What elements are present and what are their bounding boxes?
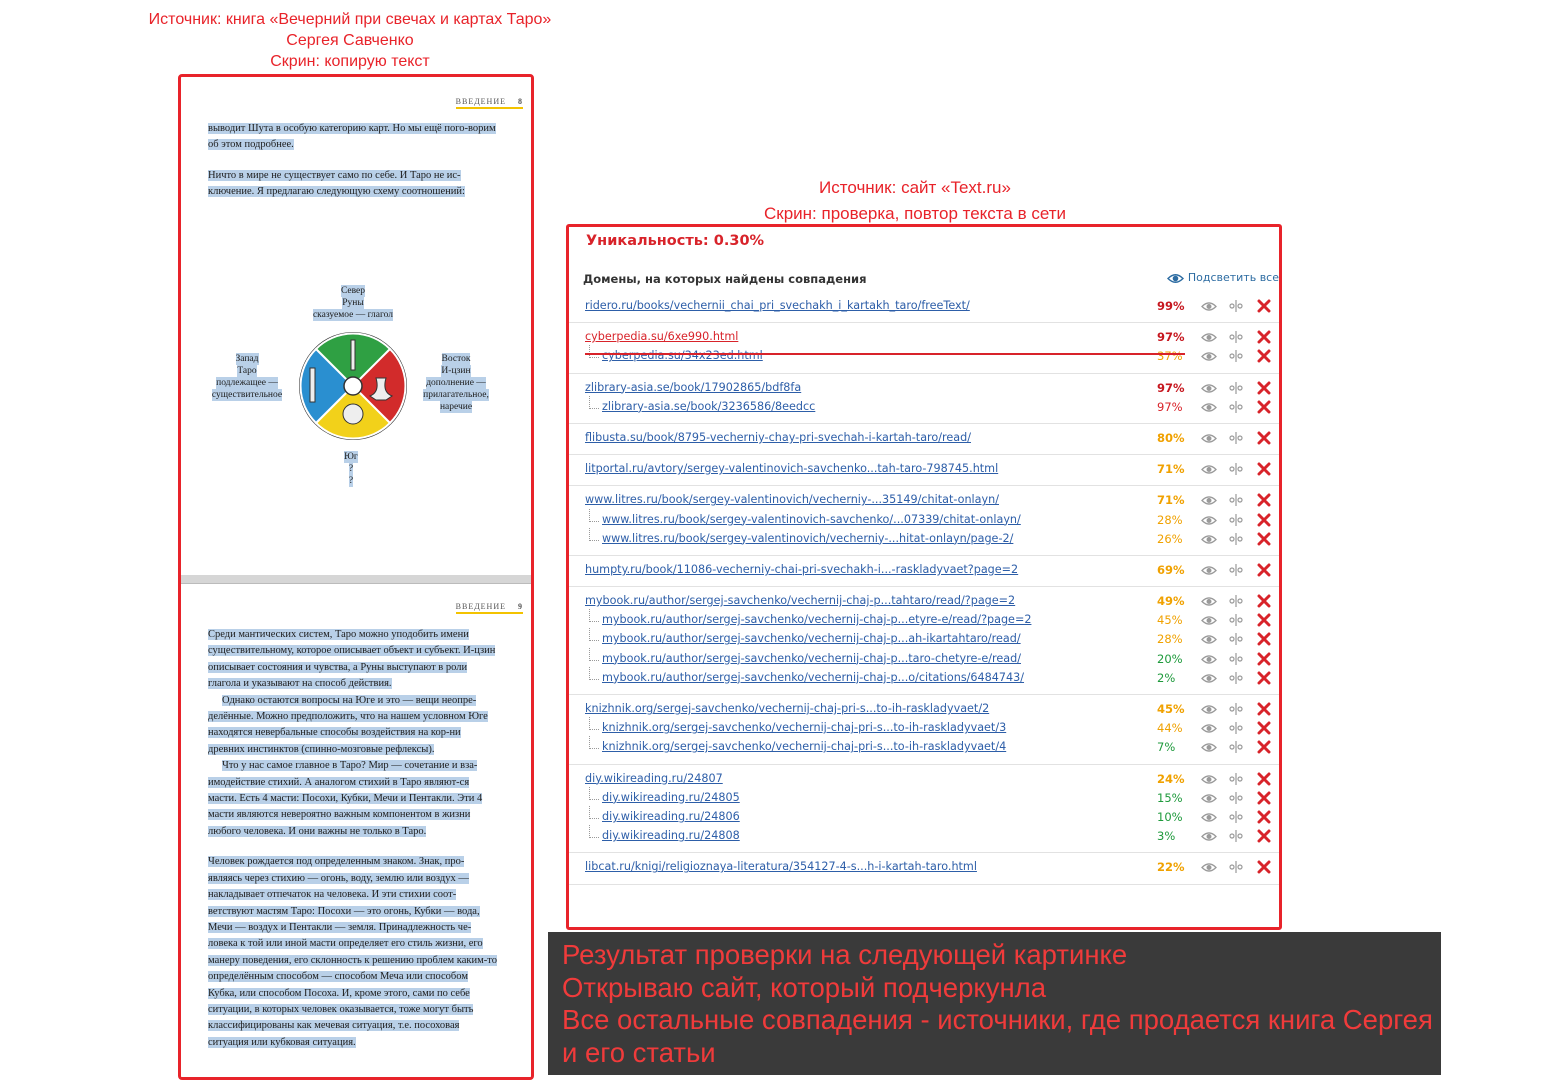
delete-icon[interactable] bbox=[1257, 299, 1271, 313]
match-percent: 26% bbox=[1157, 531, 1183, 546]
match-url-link[interactable]: knizhnik.org/sergej-savchenko/vechernij-chaj-pri-s...to-ih-raskladyvaet/4 bbox=[602, 740, 1007, 754]
diagram-west-label bbox=[199, 353, 295, 401]
delete-icon[interactable] bbox=[1257, 381, 1271, 395]
tarot-suits-wheel-icon bbox=[294, 332, 412, 440]
eye-icon[interactable] bbox=[1201, 534, 1217, 545]
compare-icon[interactable] bbox=[1229, 513, 1243, 527]
match-percent: 44% bbox=[1157, 721, 1183, 736]
diagram-text: Таро bbox=[237, 366, 257, 376]
match-subrow bbox=[569, 348, 1279, 367]
match-subrow bbox=[569, 631, 1279, 650]
compare-icon[interactable] bbox=[1229, 652, 1243, 666]
compare-icon[interactable] bbox=[1229, 829, 1243, 843]
highlight-all-button[interactable] bbox=[1167, 271, 1279, 284]
compare-icon[interactable] bbox=[1229, 462, 1243, 476]
match-url-link[interactable]: zlibrary-asia.se/book/3236586/8eedcc bbox=[602, 399, 816, 413]
match-row bbox=[569, 593, 1279, 612]
match-row bbox=[569, 562, 1279, 581]
compare-icon[interactable] bbox=[1229, 330, 1243, 344]
book-paragraph[interactable]: Среди мантических систем, Таро можно уподобить имени существительному, которое описывает объект и субъект. И-цзин описывает состояния и чувства, а Руны выступают в роли глагола и указывают на способ действия. bbox=[208, 629, 496, 690]
match-group bbox=[569, 486, 1279, 556]
result-note-line: и его статьи bbox=[562, 1036, 716, 1068]
right-caption-line: Скрин: проверка, повтор текста в сети bbox=[764, 204, 1066, 223]
right-caption bbox=[740, 175, 1090, 227]
eye-icon bbox=[1167, 273, 1184, 284]
match-group bbox=[569, 587, 1279, 695]
compare-icon[interactable] bbox=[1229, 594, 1243, 608]
match-percent: 49% bbox=[1157, 594, 1185, 609]
diagram-text: подлежащее — bbox=[216, 378, 278, 388]
book-text bbox=[208, 121, 498, 215]
tree-connector bbox=[589, 609, 599, 622]
delete-icon[interactable] bbox=[1257, 671, 1271, 685]
diagram-text: Восток bbox=[441, 354, 471, 364]
match-percent: 69% bbox=[1157, 562, 1185, 577]
tree-connector bbox=[589, 717, 599, 730]
match-row bbox=[569, 430, 1279, 449]
match-url-link[interactable]: knizhnik.org/sergej-savchenko/vechernij-chaj-pri-s...to-ih-raskladyvaet/2 bbox=[585, 702, 990, 715]
running-head bbox=[456, 602, 523, 614]
match-url-link[interactable]: diy.wikireading.ru/24806 bbox=[602, 809, 740, 823]
match-row bbox=[569, 298, 1279, 317]
book-page bbox=[181, 77, 531, 577]
compare-icon[interactable] bbox=[1229, 400, 1243, 414]
book-text bbox=[208, 627, 498, 1051]
diagram-text: сказуемое — глагол bbox=[312, 310, 394, 320]
match-percent: 2% bbox=[1157, 670, 1176, 685]
match-url-link[interactable]: mybook.ru/author/sergej-savchenko/vechernij-chaj-p...tahtaro/read/?page=2 bbox=[585, 594, 1016, 608]
match-group bbox=[569, 695, 1279, 765]
delete-icon[interactable] bbox=[1257, 740, 1271, 754]
diagram-text: Север bbox=[340, 286, 366, 296]
match-percent: 24% bbox=[1157, 771, 1185, 786]
page-number: 9 bbox=[518, 602, 523, 611]
left-caption-line: Сергея Савченко bbox=[286, 32, 414, 49]
match-row bbox=[569, 461, 1279, 480]
match-percent: 28% bbox=[1157, 632, 1183, 647]
match-url-link[interactable]: www.litres.ru/book/sergey-valentinovich/vecherniy-...hitat-onlayn/page-2/ bbox=[602, 531, 1014, 545]
delete-icon[interactable] bbox=[1257, 563, 1271, 577]
match-url-link[interactable]: diy.wikireading.ru/24807 bbox=[585, 771, 723, 785]
match-url-link[interactable]: mybook.ru/author/sergej-savchenko/vechernij-chaj-p...etyre-e/read/?page=2 bbox=[602, 613, 1032, 627]
eye-icon[interactable] bbox=[1201, 812, 1217, 823]
match-percent: 71% bbox=[1157, 493, 1185, 508]
compare-icon[interactable] bbox=[1229, 563, 1243, 577]
eye-icon[interactable] bbox=[1201, 495, 1217, 506]
running-head-title: ВВЕДЕНИЕ bbox=[455, 97, 506, 106]
diagram-text: Юг bbox=[344, 452, 358, 462]
tree-connector bbox=[589, 628, 599, 641]
diagram-text: прилагательное, bbox=[423, 390, 489, 400]
match-url-link[interactable]: www.litres.ru/book/sergey-valentinovich/vecherniy-...35149/chitat-onlayn/ bbox=[585, 493, 1000, 507]
match-url-link[interactable]: flibusta.su/book/8795-vecherniy-chay-pri-svechah-i-kartah-taro/read/ bbox=[585, 430, 971, 444]
eye-icon[interactable] bbox=[1201, 723, 1217, 734]
eye-icon[interactable] bbox=[1201, 742, 1217, 753]
eye-icon[interactable] bbox=[1201, 596, 1217, 607]
delete-icon[interactable] bbox=[1257, 431, 1271, 445]
match-row bbox=[569, 701, 1279, 720]
book-paragraph[interactable]: Что у нас самое главное в Таро? Мир — сочетание и вза-имодействие стихий. А аналогом стихий в Таро являют-ся масти. Есть 4 масти: Посохи, Кубки, Мечи и Пентакли. Эти 4 масти являются невероятно важным компонентом в жизни любого человека. И они важны не только в Таро. bbox=[208, 760, 483, 837]
page-separator bbox=[181, 575, 531, 584]
delete-icon[interactable] bbox=[1257, 400, 1271, 414]
diagram-text: ? bbox=[348, 476, 354, 486]
running-head bbox=[456, 97, 523, 109]
diagram-text: Руны bbox=[342, 298, 364, 308]
eye-icon[interactable] bbox=[1201, 654, 1217, 665]
match-url-link[interactable]: knizhnik.org/sergej-savchenko/vechernij-chaj-pri-s...to-ih-raskladyvaet/3 bbox=[602, 721, 1007, 735]
match-subrow bbox=[569, 739, 1279, 758]
match-url-link[interactable]: litportal.ru/avtory/sergey-valentinovich-savchenko...tah-taro-798745.html bbox=[585, 462, 999, 476]
eye-icon[interactable] bbox=[1201, 351, 1217, 362]
match-percent: 37% bbox=[1157, 349, 1183, 364]
tree-connector bbox=[589, 509, 599, 522]
eye-icon[interactable] bbox=[1201, 774, 1217, 785]
compare-icon[interactable] bbox=[1229, 381, 1243, 395]
tree-connector bbox=[589, 806, 599, 819]
match-percent: 22% bbox=[1157, 860, 1185, 875]
textru-results-panel bbox=[566, 224, 1282, 930]
match-subrow bbox=[569, 828, 1279, 847]
match-subrow bbox=[569, 512, 1279, 531]
delete-icon[interactable] bbox=[1257, 493, 1271, 507]
eye-icon[interactable] bbox=[1201, 673, 1217, 684]
match-percent: 3% bbox=[1157, 829, 1176, 844]
eye-icon[interactable] bbox=[1201, 383, 1217, 394]
highlight-all-label: Подсветить все bbox=[1187, 271, 1279, 284]
compare-icon[interactable] bbox=[1229, 613, 1243, 627]
result-note-box bbox=[548, 932, 1441, 1075]
match-group bbox=[569, 455, 1279, 486]
delete-icon[interactable] bbox=[1257, 702, 1271, 716]
match-row bbox=[569, 329, 1279, 348]
diagram-east-label bbox=[411, 353, 501, 413]
match-url-link[interactable]: diy.wikireading.ru/24808 bbox=[602, 829, 740, 843]
delete-icon[interactable] bbox=[1257, 462, 1271, 476]
red-underline-annotation bbox=[585, 353, 1185, 355]
delete-icon[interactable] bbox=[1257, 613, 1271, 627]
match-subrow bbox=[569, 651, 1279, 670]
delete-icon[interactable] bbox=[1257, 349, 1271, 363]
compare-icon[interactable] bbox=[1229, 860, 1243, 874]
tree-connector bbox=[589, 736, 599, 749]
match-subrow bbox=[569, 399, 1279, 418]
match-subrow bbox=[569, 790, 1279, 809]
match-subrow bbox=[569, 612, 1279, 631]
page-number: 8 bbox=[518, 97, 523, 106]
eye-icon[interactable] bbox=[1201, 565, 1217, 576]
match-url-link[interactable]: diy.wikireading.ru/24805 bbox=[602, 790, 740, 804]
match-url-link[interactable]: cyberpedia.su/34x23ed.html bbox=[602, 349, 763, 363]
match-url-link[interactable]: mybook.ru/author/sergej-savchenko/vechernij-chaj-p...ah-ikartahtaro/read/ bbox=[602, 632, 1021, 646]
compare-icon[interactable] bbox=[1229, 493, 1243, 507]
match-group bbox=[569, 765, 1279, 854]
match-percent: 45% bbox=[1157, 702, 1185, 716]
result-note-line: Открываю сайт, который подчеркунла bbox=[562, 971, 1047, 1003]
compare-icon[interactable] bbox=[1229, 671, 1243, 685]
match-subrow bbox=[569, 720, 1279, 739]
eye-icon[interactable] bbox=[1201, 862, 1217, 873]
delete-icon[interactable] bbox=[1257, 652, 1271, 666]
tree-connector bbox=[589, 787, 599, 800]
match-percent: 28% bbox=[1157, 512, 1183, 527]
match-subrow bbox=[569, 670, 1279, 689]
compare-icon[interactable] bbox=[1229, 431, 1243, 445]
match-group bbox=[569, 424, 1279, 455]
book-paragraph[interactable]: Ничто в мире не существует само по себе. И Таро не ис-ключение. Я предлагаю следующую схему соотношений: bbox=[208, 169, 465, 198]
eye-icon[interactable] bbox=[1201, 831, 1217, 842]
delete-icon[interactable] bbox=[1257, 772, 1271, 786]
delete-icon[interactable] bbox=[1257, 532, 1271, 546]
compare-icon[interactable] bbox=[1229, 810, 1243, 824]
compare-icon[interactable] bbox=[1229, 632, 1243, 646]
compare-icon[interactable] bbox=[1229, 702, 1243, 716]
tree-connector bbox=[589, 648, 599, 661]
match-percent: 97% bbox=[1157, 330, 1185, 345]
tree-connector bbox=[589, 396, 599, 409]
tree-connector bbox=[589, 345, 599, 358]
diagram-text: существительное bbox=[211, 390, 283, 400]
book-paragraph[interactable]: выводит Шута в особую категорию карт. Но мы ещё пого-ворим об этом подробнее. bbox=[208, 123, 496, 151]
match-group bbox=[569, 556, 1279, 587]
match-percent: 20% bbox=[1157, 651, 1183, 666]
result-note-line: Результат проверки на следующей картинке bbox=[562, 939, 1128, 970]
delete-icon[interactable] bbox=[1257, 829, 1271, 843]
eye-icon[interactable] bbox=[1201, 704, 1217, 715]
tree-connector bbox=[589, 667, 599, 680]
match-percent: 10% bbox=[1157, 809, 1183, 824]
eye-icon[interactable] bbox=[1201, 793, 1217, 804]
book-screenshot bbox=[178, 74, 534, 1080]
delete-icon[interactable] bbox=[1257, 513, 1271, 527]
match-url-link[interactable]: zlibrary-asia.se/book/17902865/bdf8fa bbox=[585, 380, 802, 394]
delete-icon[interactable] bbox=[1257, 330, 1271, 344]
eye-icon[interactable] bbox=[1201, 402, 1217, 413]
match-percent: 97% bbox=[1157, 399, 1183, 414]
book-paragraph[interactable]: Однако остаются вопросы на Юге и это — вещи неопре-делённые. Можно предположить, что на нашем условном Юге находятся невербальные способы воздействия на кор-ни древних инстинктов (спинно-мозговые рефлексы). bbox=[208, 694, 488, 755]
diagram-text: ? bbox=[348, 464, 354, 474]
match-row bbox=[569, 380, 1279, 399]
book-page bbox=[181, 584, 531, 1079]
match-row bbox=[569, 859, 1279, 878]
tree-connector bbox=[589, 825, 599, 838]
diagram-south-label bbox=[321, 451, 381, 487]
diagram-north-label bbox=[293, 285, 413, 321]
match-subrow bbox=[569, 809, 1279, 828]
diagram-text: дополнение — bbox=[426, 378, 486, 388]
match-percent: 45% bbox=[1157, 613, 1183, 628]
delete-icon[interactable] bbox=[1257, 791, 1271, 805]
match-percent: 71% bbox=[1157, 462, 1185, 477]
match-url-link[interactable]: mybook.ru/author/sergej-savchenko/vechernij-chaj-p...taro-chetyre-e/read/ bbox=[602, 651, 1021, 665]
compare-icon[interactable] bbox=[1229, 740, 1243, 754]
eye-icon[interactable] bbox=[1201, 615, 1217, 626]
match-url-link[interactable]: libcat.ru/knigi/religioznaya-literatura/354127-4-s...h-i-kartah-taro.html bbox=[585, 860, 977, 874]
match-percent: 99% bbox=[1157, 299, 1185, 313]
eye-icon[interactable] bbox=[1201, 301, 1217, 312]
match-percent: 97% bbox=[1157, 380, 1185, 395]
match-percent: 15% bbox=[1157, 790, 1183, 805]
match-group bbox=[569, 292, 1279, 323]
left-caption-line: Источник: книга «Вечерний при свечах и картах Таро» bbox=[148, 11, 552, 28]
delete-icon[interactable] bbox=[1257, 721, 1271, 735]
diagram-text: Запад bbox=[235, 354, 259, 364]
match-url-link[interactable]: cyberpedia.su/6xe990.html bbox=[585, 330, 739, 344]
match-percent: 7% bbox=[1157, 740, 1176, 755]
match-url-link[interactable]: humpty.ru/book/11086-vecherniy-chai-pri-svechakh-i...-raskladyvaet?page=2 bbox=[585, 562, 1019, 576]
match-row bbox=[569, 771, 1279, 790]
compare-icon[interactable] bbox=[1229, 532, 1243, 546]
match-group bbox=[569, 323, 1279, 373]
compare-icon[interactable] bbox=[1229, 791, 1243, 805]
match-url-link[interactable]: ridero.ru/books/vechernii_chai_pri_svechakh_i_kartakh_taro/freeText/ bbox=[585, 299, 970, 312]
diagram-text: И-цзин bbox=[441, 366, 471, 376]
result-note-line: Все остальные совпадения - источники, где продается книга Сергея bbox=[562, 1004, 1433, 1035]
uniqueness-score: Уникальность: 0.30% bbox=[586, 233, 765, 249]
compare-icon[interactable] bbox=[1229, 349, 1243, 363]
match-percent: 80% bbox=[1157, 430, 1185, 445]
tree-connector bbox=[589, 528, 599, 541]
left-caption bbox=[140, 9, 560, 72]
match-group bbox=[569, 374, 1279, 424]
delete-icon[interactable] bbox=[1257, 860, 1271, 874]
eye-icon[interactable] bbox=[1201, 634, 1217, 645]
delete-icon[interactable] bbox=[1257, 594, 1271, 608]
match-list bbox=[569, 292, 1279, 885]
delete-icon[interactable] bbox=[1257, 810, 1271, 824]
left-caption-line: Скрин: копирую текст bbox=[270, 53, 430, 70]
match-url-link[interactable]: mybook.ru/author/sergej-savchenko/vechernij-chaj-p...o/citations/6484743/ bbox=[602, 670, 1025, 684]
eye-icon[interactable] bbox=[1201, 464, 1217, 475]
compare-icon[interactable] bbox=[1229, 299, 1243, 313]
result-note-text bbox=[562, 939, 1433, 1069]
domains-title: Домены, на которых найдены совпадения bbox=[583, 272, 867, 286]
eye-icon[interactable] bbox=[1201, 332, 1217, 343]
delete-icon[interactable] bbox=[1257, 632, 1271, 646]
match-subrow bbox=[569, 531, 1279, 550]
match-row bbox=[569, 492, 1279, 511]
book-paragraph[interactable]: Человек рождается под определенным знаком. Знак, про-являясь через стихию — огонь, воду, землю или воздух — накладывает отпечаток на человека. И эти стихии соот-ветствуют мастям Таро: Посохи — это огонь, Кубки — вода, Мечи — воздух и Пентакли — земля. Принадлежность че-ловека к той или иной масти определяет его стиль жизни, его манеру поведения, его склонность к решению проблем каким-то определённым способом — способом Меча или способом Кубка, или способом Посоха. И, кроме этого, сами по себе ситуации, в которых человек оказывается, тоже могут быть классифицированы как мечевая ситуация, т.е. посоховая ситуация или кубковая ситуация. bbox=[208, 856, 497, 1048]
diagram-text: наречие bbox=[439, 402, 473, 412]
running-head-title: ВВЕДЕНИЕ bbox=[455, 602, 506, 611]
match-group bbox=[569, 853, 1279, 884]
eye-icon[interactable] bbox=[1201, 515, 1217, 526]
match-url-link[interactable]: www.litres.ru/book/sergey-valentinovich-savchenko/...07339/chitat-onlayn/ bbox=[602, 512, 1021, 526]
compare-icon[interactable] bbox=[1229, 721, 1243, 735]
eye-icon[interactable] bbox=[1201, 433, 1217, 444]
right-caption-line: Источник: сайт «Text.ru» bbox=[819, 178, 1011, 197]
compare-icon[interactable] bbox=[1229, 772, 1243, 786]
